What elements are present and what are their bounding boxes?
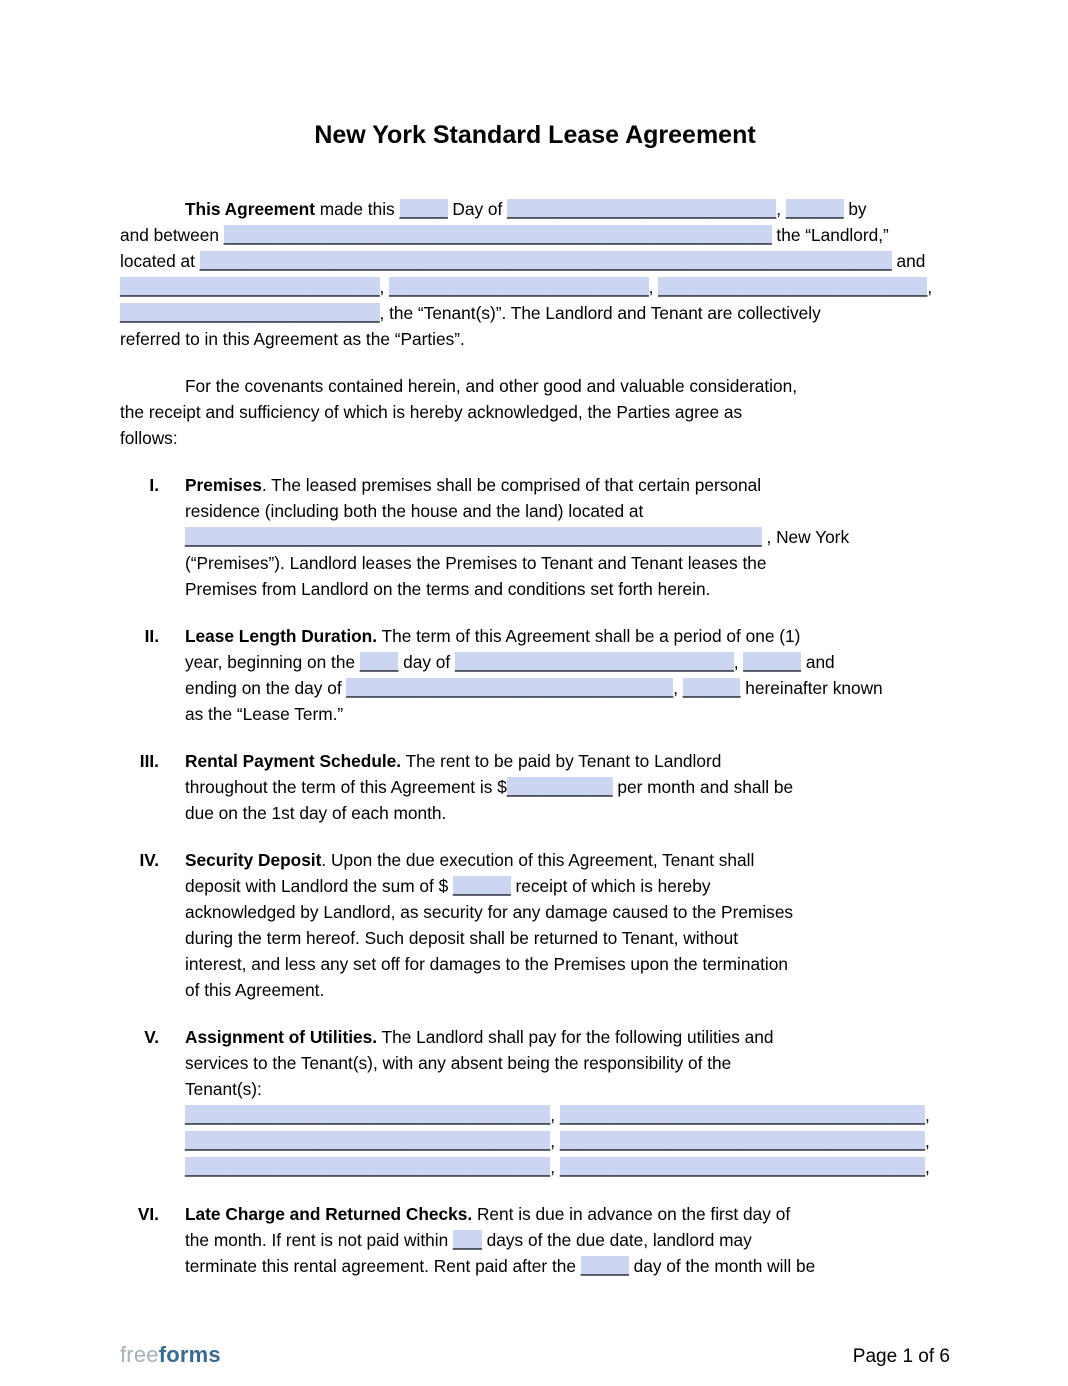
text-line [120,248,950,274]
text-run: and [891,251,926,271]
text-line [185,524,950,550]
page-footer [120,1342,950,1370]
text-run: residence (including both the house and the land) located at [185,501,644,521]
text-line [185,1050,950,1076]
text-line [185,1201,950,1227]
text-line [185,1128,950,1154]
text-run: The Landlord shall pay for the following utilities and [377,1027,774,1047]
blank-field[interactable]: ___________________________ [120,277,380,297]
section-number: I. [149,475,159,495]
section-number: IV. [139,850,159,870]
text-line [185,748,950,774]
text-run: and between [120,225,224,245]
text-run: . Upon the due execution of this Agreement, Tenant shall [321,850,755,870]
blank-field[interactable]: ___________ [506,777,613,797]
blank-field[interactable]: ______ [785,199,844,219]
text-run: day of [398,652,456,672]
text-line [185,847,950,873]
text-line [185,675,950,701]
blank-field[interactable]: ___________________________ [389,277,649,297]
section-number: VI. [137,1204,159,1224]
text-run: The term of this Agreement shall be a period of one (1) [377,626,801,646]
blank-field[interactable]: ______ [743,652,802,672]
bold-text-run: Premises [185,475,262,495]
text-run: of this Agreement. [185,980,325,1000]
section-premises [120,472,950,602]
blank-field[interactable]: ________________________________________________________________________ [199,251,892,271]
section-body [185,847,950,1003]
bold-text-run: Rental Payment Schedule. [185,751,402,771]
text-line [185,1227,950,1253]
brand-forms-text: forms [158,1342,221,1367]
blank-field[interactable]: ____________________________ [658,277,928,297]
text-run: , [379,277,390,297]
section-body [185,1024,950,1180]
text-run: during the term hereof. Such deposit shall be returned to Tenant, without [185,928,739,948]
section-security-deposit [120,847,950,1003]
covenants-paragraph [120,373,950,451]
text-run: , [925,1105,930,1125]
intro-paragraph [120,196,950,352]
blank-field[interactable]: ______________________________________ [185,1157,551,1177]
text-line [185,873,950,899]
bold-text-run: Security Deposit [185,850,322,870]
text-line [185,899,950,925]
section-body [185,623,950,727]
section-rental-payment [120,748,950,826]
text-run: as the “Lease Term.” [185,704,344,724]
blank-field[interactable]: ______________________________________ [559,1131,926,1151]
text-line [185,1253,950,1279]
text-run: interest, and less any set off for damages to the Premises upon the termination [185,954,788,974]
text-run: deposit with Landlord the sum of $ [185,876,454,896]
text-run: Day of [447,199,508,219]
section-body [185,472,950,602]
text-run: acknowledged by Landlord, as security for any damage caused to the Premises [185,902,794,922]
blank-field[interactable]: __________________________________ [346,678,674,698]
section-number: V. [144,1027,159,1047]
text-run: year, beginning on the [185,652,360,672]
section-late-charge [120,1201,950,1279]
text-line [185,576,950,602]
text-run: referred to in this Agreement as the “Parties”. [120,329,465,349]
blank-field[interactable]: _____ [580,1256,629,1276]
text-line [185,1076,950,1102]
text-run: The rent to be paid by Tenant to Landlord [401,751,722,771]
section-body [185,748,950,826]
text-line [185,1102,950,1128]
text-run: , [927,277,933,297]
blank-field[interactable]: ______________________________________ [185,1131,551,1151]
blank-field[interactable]: ______________________________________ [185,1105,551,1125]
text-run: throughout the term of this Agreement is $ [185,777,507,797]
text-run: , the “Tenant(s)”. The Landlord and Tenant are collectively [379,303,821,323]
text-line [185,800,950,826]
blank-field[interactable]: ____________________________ [507,199,777,219]
bold-text-run: Lease Length Duration. [185,626,378,646]
blank-field[interactable]: ______ [682,678,741,698]
text-run: , [550,1105,560,1125]
text-run: , [550,1157,560,1177]
document-title: New York Standard Lease Agreement [314,121,756,149]
text-run: day of the month will be [628,1256,816,1276]
text-line [185,649,950,675]
text-run: , [673,678,683,698]
text-line [185,925,950,951]
blank-field[interactable]: ______ [453,876,511,896]
text-run: terminate this rental agreement. Rent paid after the [185,1256,581,1276]
text-run: , [648,277,659,297]
text-line [120,300,950,326]
section-lease-length [120,623,950,727]
text-run: , [925,1157,930,1177]
text-run: days of the due date, landlord may [481,1230,752,1250]
text-line [185,550,950,576]
blank-field[interactable]: _____ [399,199,448,219]
blank-field[interactable]: ______________________________________ [559,1105,926,1125]
section-number: III. [139,751,159,771]
text-run: For the covenants contained herein, and other good and valuable consideration, [185,376,797,396]
text-run: made this [314,199,400,219]
text-run: ending on the day of [185,678,347,698]
text-line [120,425,950,451]
brand-free-text: free [120,1342,159,1367]
text-line [120,399,950,425]
text-line [185,1024,950,1050]
text-run: , [550,1131,560,1151]
text-run: located at [120,251,200,271]
text-line [120,326,950,352]
blank-field[interactable]: ____ [359,652,399,672]
text-line [185,498,950,524]
text-run: due on the 1st day of each month. [185,803,447,823]
bold-text-run: This Agreement [185,199,315,219]
text-run: the “Landlord,” [771,225,889,245]
text-run: , New York [761,527,850,547]
text-line [185,701,950,727]
text-run: Tenant(s): [185,1079,262,1099]
text-run: , [925,1131,930,1151]
text-line [185,951,950,977]
blank-field[interactable]: ______________________________________ [559,1157,926,1177]
page-number: Page 1 of 6 [852,1346,950,1367]
text-run: receipt of which is hereby [510,876,711,896]
text-line [185,977,950,1003]
text-run: , [776,199,786,219]
text-run: services to the Tenant(s), with any absent being the responsibility of the [185,1053,732,1073]
text-line [185,623,950,649]
text-run: follows: [120,428,178,448]
text-run: , [733,652,744,672]
text-line [120,222,950,248]
bold-text-run: Assignment of Utilities. [185,1027,378,1047]
blank-field[interactable]: ____________________________________________________________ [185,527,762,547]
text-run: per month and shall be [612,777,794,797]
section-body [185,1201,950,1279]
blank-field[interactable]: ___ [453,1230,482,1250]
bold-text-run: Late Charge and Returned Checks. [185,1204,473,1224]
blank-field[interactable]: _________________________________________________________ [223,225,772,245]
section-number: II. [144,626,159,646]
text-run: (“Premises”). Landlord leases the Premises to Tenant and Tenant leases the [185,553,767,573]
text-run: Premises from Landlord on the terms and conditions set forth herein. [185,579,711,599]
text-line [185,1154,950,1180]
blank-field[interactable]: ___________________________ [120,303,380,323]
text-run: the receipt and sufficiency of which is hereby acknowledged, the Parties agree as [120,402,743,422]
text-run: and [801,652,835,672]
freeforms-logo [120,1342,221,1368]
blank-field[interactable]: _____________________________ [455,652,734,672]
section-utilities [120,1024,950,1180]
text-run: the month. If rent is not paid within [185,1230,454,1250]
text-run: by [843,199,867,219]
text-line [120,274,950,300]
text-line [120,373,950,399]
text-line [185,774,950,800]
text-run: hereinafter known [740,678,883,698]
text-line [185,472,950,498]
text-run: . The leased premises shall be comprised of that certain personal [261,475,762,495]
text-run: Rent is due in advance on the first day of [472,1204,791,1224]
text-line [120,196,950,222]
